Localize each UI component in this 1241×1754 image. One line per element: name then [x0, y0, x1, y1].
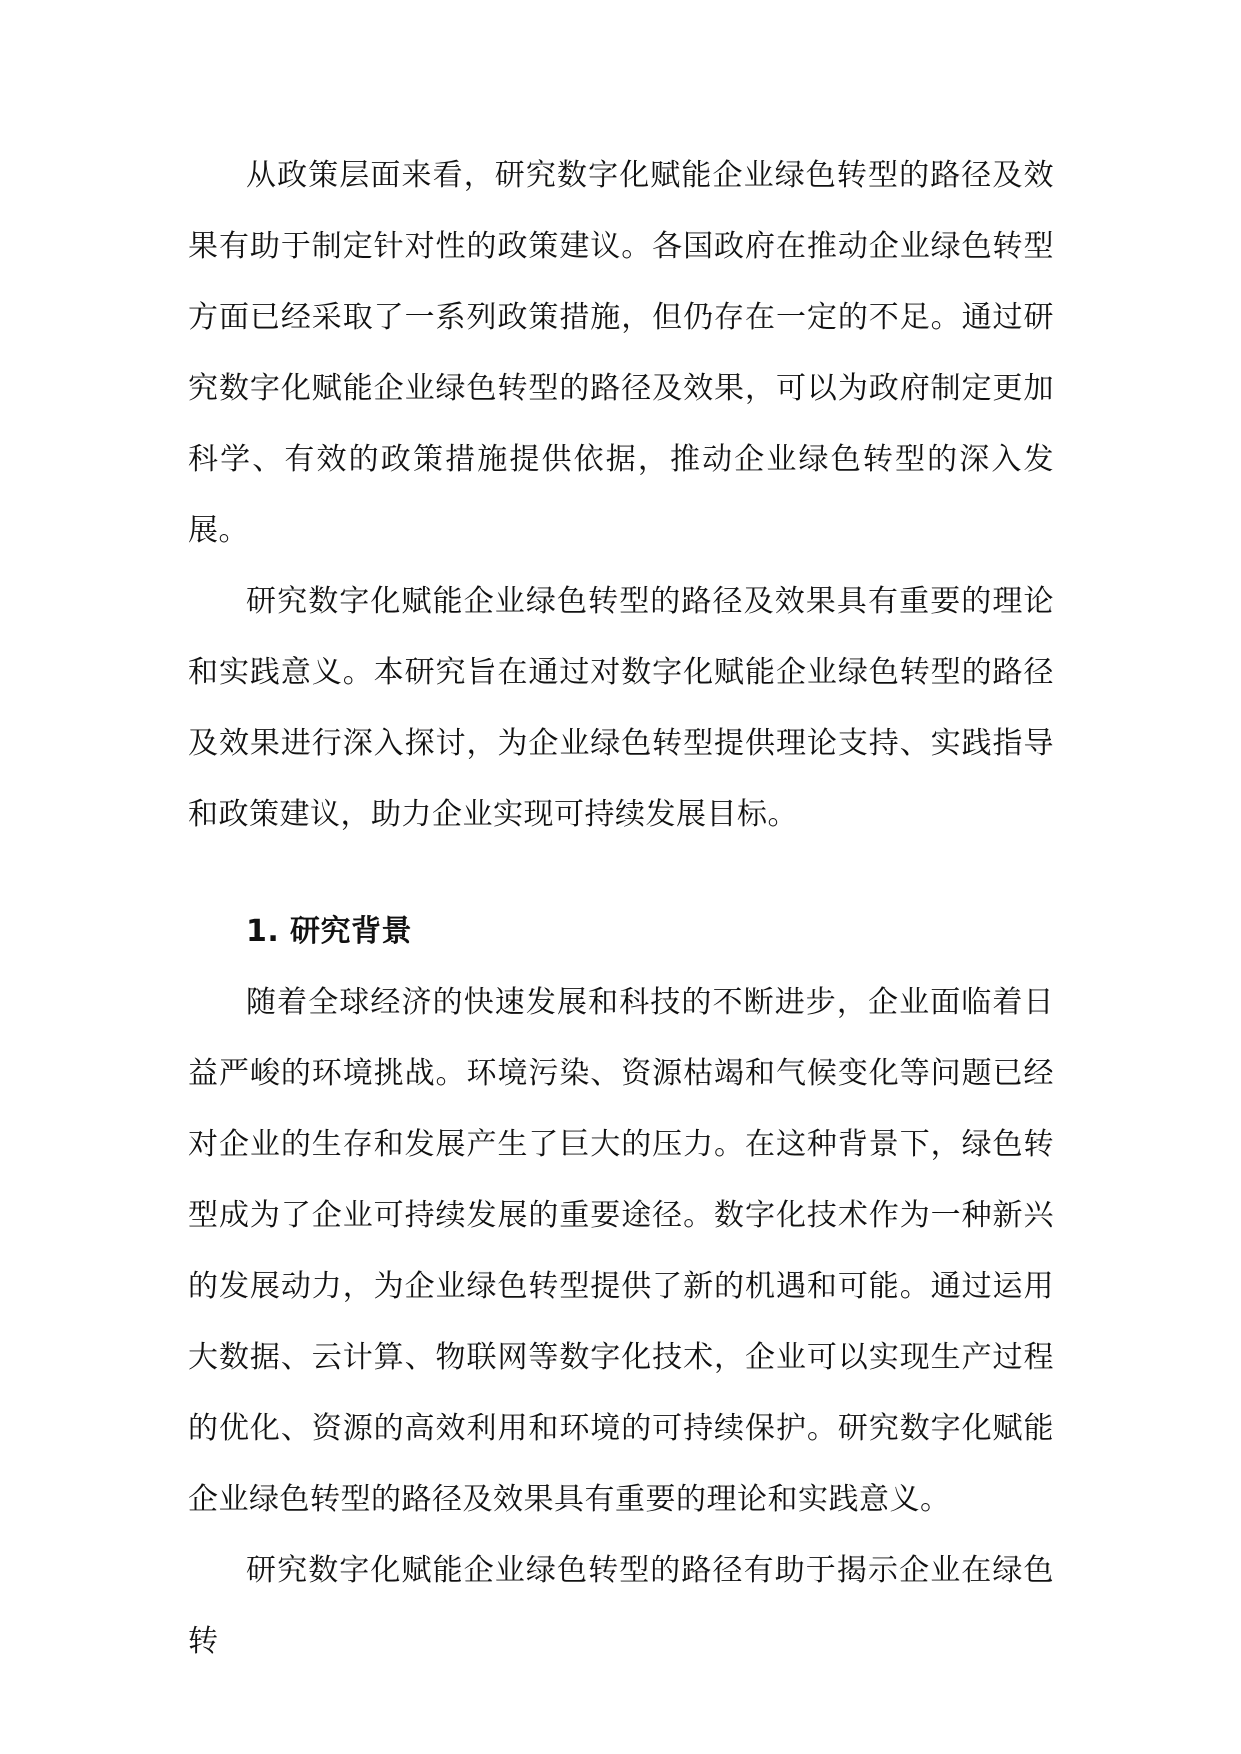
section-title: 研究背景: [290, 914, 412, 949]
document-body: [188, 140, 1054, 1677]
section-number: 1.: [246, 914, 280, 949]
paragraph-policy: 从政策层面来看，研究数字化赋能企业绿色转型的路径及效果有助于制定针对性的政策建议。各国政府在推动企业绿色转型方面已经采取了一系列政策措施，但仍存在一定的不足。通过研究数字化赋能企业绿色转型的路径及效果，可以为政府制定更加科学、有效的政策措施提供依据，推动企业绿色转型的深入发展。: [188, 158, 1054, 548]
section-heading: [188, 896, 1054, 967]
paragraph-background: 随着全球经济的快速发展和科技的不断进步，企业面临着日益严峻的环境挑战。环境污染、资源枯竭和气候变化等问题已经对企业的生存和发展产生了巨大的压力。在这种背景下，绿色转型成为了企业可持续发展的重要途径。数字化技术作为一种新兴的发展动力，为企业绿色转型提供了新的机遇和可能。通过运用大数据、云计算、物联网等数字化技术，企业可以实现生产过程的优化、资源的高效利用和环境的可持续保护。研究数字化赋能企业绿色转型的路径及效果具有重要的理论和实践意义。: [188, 985, 1054, 1517]
paragraph-path: 研究数字化赋能企业绿色转型的路径有助于揭示企业在绿色转: [188, 1553, 1054, 1659]
paragraph-significance: 研究数字化赋能企业绿色转型的路径及效果具有重要的理论和实践意义。本研究旨在通过对数字化赋能企业绿色转型的路径及效果进行深入探讨，为企业绿色转型提供理论支持、实践指导和政策建议，助力企业实现可持续发展目标。: [188, 584, 1054, 832]
